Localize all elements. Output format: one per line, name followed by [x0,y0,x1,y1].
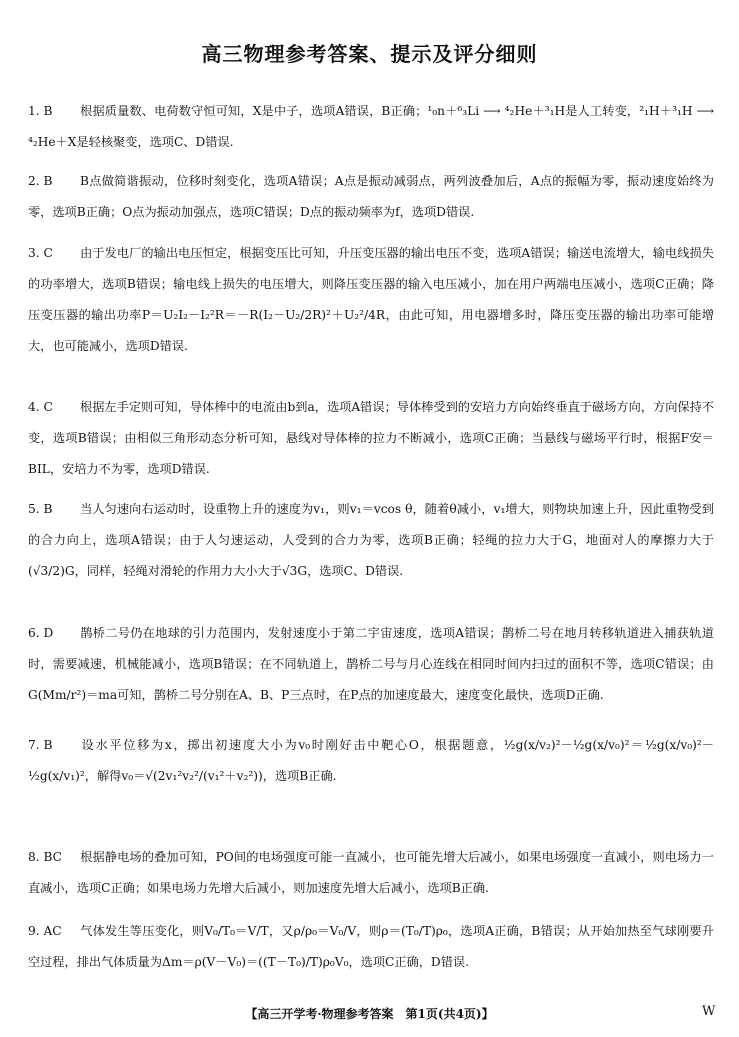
question-1 [28,96,714,158]
page-footer: 【高三开学考·物理参考答案 第1页(共4页)】 [245,1007,494,1021]
question-number: 3. C [28,246,53,260]
question-3 [28,238,714,362]
question-number: 6. D [28,626,54,640]
question-answer: 根据左手定则可知，导体棒中的电流由b到a，选项A错误；导体棒受到的安培力方向始终垂直于磁场方向，方向保持不变，选项B错误；由相似三角形动态分析可知，悬线对导体棒的拉力不断减小，选项C正确；当悬线与磁场平行时，根据F安＝BIL，安培力不为零，选项D错误. [28,400,714,476]
question-2 [28,166,714,228]
question-answer: 由于发电厂的输出电压恒定，根据变压比可知，升压变压器的输出电压不变，选项A错误；输送电流增大，输电线损失的功率增大，选项B错误；输电线上损失的电压增大，则降压变压器的输入电压减小，加在用户两端电压减小，选项C正确；降压变压器的输出功率P＝U₂I₂－I₂²R＝－R(I₂－U₂/2R)²＋U₂²/4R，由此可知，用电器增多时，降压变压器的输出功率可能增大，也可能减小，选项D错误. [28,246,714,353]
question-6 [28,618,714,711]
question-5 [28,494,714,587]
question-answer: 根据质量数、电荷数守恒可知，X是中子，选项A错误，B正确；¹₀n＋⁶₃Li ⟶ ⁴₂He＋³₁H是人工转变，²₁H＋³₁H ⟶ ⁴₂He＋X是轻核聚变，选项C、D错误. [28,104,714,149]
question-answer: 当人匀速向右运动时，设重物上升的速度为v₁，则v₁＝vcos θ，随着θ减小，v₁增大，则物块加速上升，因此重物受到的合力向上，选项A错误；由于人匀速运动，人受到的合力为零，选项B正确；轻绳的拉力大于G，地面对人的摩擦力大于(√3/2)G，同样，轻绳对滑轮的作用力大小大于√3G，选项C、D错误. [28,502,714,578]
question-number: 1. B [28,104,53,118]
question-answer: 鹊桥二号仍在地球的引力范围内，发射速度小于第二宇宙速度，选项A错误；鹊桥二号在地月转移轨道进入捕获轨道时，需要减速，机械能减小，选项B错误；在不同轨道上，鹊桥二号与月心连线在相同时间内扫过的面积不等，选项C错误；由G(Mm/r²)＝ma可知，鹊桥二号分别在A、B、P三点时，在P点的加速度最大，速度变化最快，选项D正确. [28,626,714,702]
question-7 [28,730,714,792]
question-number: 8. BC [28,850,63,864]
question-answer: 气体发生等压变化，则V₀/T₀＝V/T，又ρ/ρ₀＝V₀/V，则ρ＝(T₀/T)ρ₀，选项A正确，B错误；从开始加热至气球刚要升空过程，排出气体质量为Δm＝ρ(V－V₀)＝((T－T₀)/T)ρ₀V₀，选项C正确，D错误. [28,924,714,969]
question-answer: 设水平位移为x，掷出初速度大小为v₀时刚好击中靶心O，根据题意，½g(x/v₂)²－½g(x/v₀)²＝½g(x/v₀)²－½g(x/v₁)²，解得v₀＝√(2v₁²v₂²/(v₁²＋v₂²))，选项B正确. [28,738,714,783]
question-answer: B点做简谐振动，位移时刻变化，选项A错误；A点是振动减弱点，两列波叠加后，A点的振幅为零，振动速度始终为零，选项B正确；O点为振动加强点，选项C错误；D点的振动频率为f，选项D错误. [28,174,714,219]
question-number: 9. AC [28,924,62,938]
question-number: 4. C [28,400,53,414]
question-4 [28,392,714,485]
question-number: 7. B [28,738,53,752]
question-number: 5. B [28,502,53,516]
corner-mark: W [702,1004,716,1019]
question-number: 2. B [28,174,53,188]
page-title: 高三物理参考答案、提示及评分细则 [201,42,538,66]
question-answer: 根据静电场的叠加可知，PO间的电场强度可能一直减小，也可能先增大后减小，如果电场强度一直减小，则电场力一直减小，选项C正确；如果电场力先增大后减小，则加速度先增大后减小，选项B正确. [28,850,714,895]
question-9 [28,916,714,978]
question-8 [28,842,714,904]
